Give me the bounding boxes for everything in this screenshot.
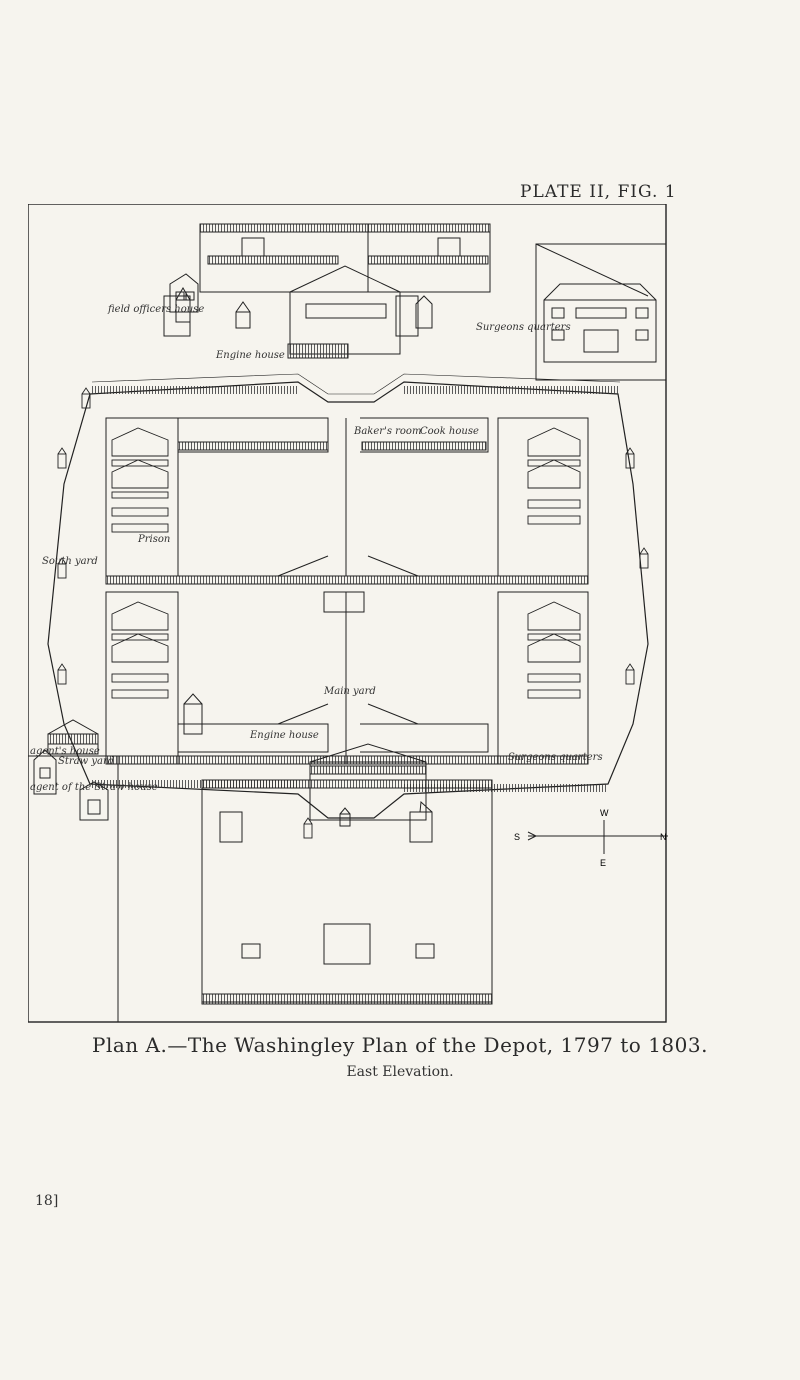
agents-house-label: agent's house: [30, 746, 100, 757]
field-officers-house-label: field officers house: [108, 304, 205, 315]
plate-label: PLATE II, FIG. 1: [520, 182, 677, 202]
surgeons-quarters-lower-label: Surgeons quarters: [508, 752, 603, 763]
lower-buildings: [28, 694, 492, 1022]
engine-house-lower-label: Engine house: [250, 730, 319, 741]
agent-of-straw-house-label: agent of the Straw house: [30, 782, 158, 793]
compass-south-label: S: [514, 832, 521, 842]
compass-west-label: W: [600, 808, 609, 818]
compass-east-label: E: [600, 858, 607, 868]
main-yard-label: Main yard: [324, 686, 376, 697]
plan-caption: Plan A.—The Washingley Plan of the Depot, 1797 to 1803.: [92, 1033, 708, 1057]
south-yard-label: South yard: [42, 556, 98, 567]
depot-plan-drawing: [28, 204, 668, 1024]
compass-rose: [528, 820, 668, 854]
compass-north-label: N: [660, 832, 667, 842]
engine-house-label: Engine house: [216, 350, 285, 361]
straw-yard-label: Straw yard: [58, 756, 115, 767]
top-right-elevation-inset: [536, 244, 666, 380]
cook-house-label: Cook house: [420, 426, 479, 437]
bakers-room-label: Baker's room: [354, 426, 422, 437]
plan-subcaption: East Elevation.: [346, 1064, 454, 1080]
inner-quadrants: [106, 418, 588, 764]
page-number: 18]: [35, 1193, 59, 1209]
surgeons-quarters-label: Surgeons quarters: [476, 322, 571, 333]
prison-label: Prison: [138, 534, 171, 545]
top-barracks-block: [164, 224, 490, 358]
